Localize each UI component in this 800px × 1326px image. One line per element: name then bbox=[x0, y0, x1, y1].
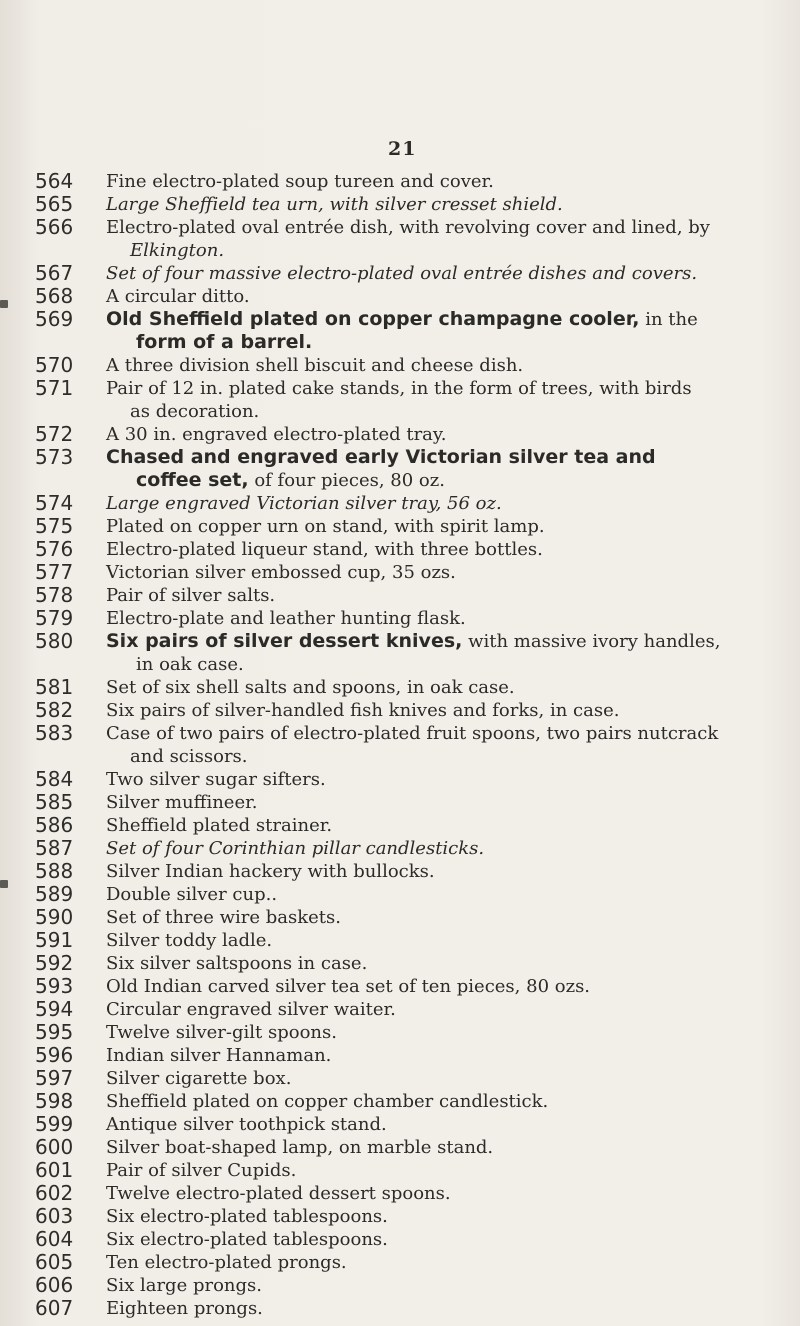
lot-entry bbox=[0, 906, 800, 929]
lot-number: 588 bbox=[35, 859, 74, 883]
lot-description-line: Silver boat-shaped lamp, on marble stand. bbox=[106, 1137, 494, 1158]
lot-entry bbox=[0, 492, 800, 515]
lot-description bbox=[106, 791, 790, 814]
lot-description-line: Set of three wire baskets. bbox=[106, 907, 342, 928]
lot-description-line: Double silver cup.. bbox=[106, 884, 278, 905]
lot-description bbox=[106, 377, 790, 423]
lot-description-continuation bbox=[106, 469, 790, 492]
lot-description-rest: of four pieces, 80 oz. bbox=[248, 470, 445, 491]
lot-description bbox=[106, 1090, 790, 1113]
lot-description-continuation bbox=[106, 239, 790, 262]
lot-description-line: and scissors. bbox=[130, 746, 248, 767]
lot-number: 594 bbox=[35, 997, 74, 1021]
lot-entry bbox=[0, 814, 800, 837]
lot-number: 585 bbox=[35, 790, 74, 814]
lot-number: 606 bbox=[35, 1273, 74, 1297]
lot-entry bbox=[0, 1297, 800, 1320]
lot-number: 574 bbox=[35, 491, 74, 515]
lot-description-continuation bbox=[106, 331, 790, 354]
lot-description bbox=[106, 193, 790, 216]
lot-number: 604 bbox=[35, 1227, 74, 1251]
lot-description bbox=[106, 906, 790, 929]
lot-entry bbox=[0, 1228, 800, 1251]
lot-description-line: Two silver sugar sifters. bbox=[106, 769, 326, 790]
lot-number: 595 bbox=[35, 1020, 74, 1044]
lot-number: 607 bbox=[35, 1296, 74, 1320]
lot-description-line: Electro-plated oval entrée dish, with revolving cover and lined, by bbox=[106, 217, 710, 238]
lot-entry bbox=[0, 308, 800, 354]
lot-description bbox=[106, 998, 790, 1021]
lot-entry bbox=[0, 975, 800, 998]
lot-description-line: Victorian silver embossed cup, 35 ozs. bbox=[106, 562, 456, 583]
lot-number: 603 bbox=[35, 1204, 74, 1228]
lot-description bbox=[106, 492, 790, 515]
lot-entry bbox=[0, 446, 800, 492]
lot-description bbox=[106, 515, 790, 538]
lot-description-line: Silver toddy ladle. bbox=[106, 930, 273, 951]
lot-number: 605 bbox=[35, 1250, 74, 1274]
lot-entry bbox=[0, 1182, 800, 1205]
lot-description bbox=[106, 975, 790, 998]
lot-entry bbox=[0, 377, 800, 423]
lot-entry bbox=[0, 837, 800, 860]
lot-number: 570 bbox=[35, 353, 74, 377]
lot-number: 602 bbox=[35, 1181, 74, 1205]
lot-number: 578 bbox=[35, 583, 74, 607]
lot-entry bbox=[0, 1021, 800, 1044]
lot-description-line: Six large prongs. bbox=[106, 1275, 262, 1296]
lot-description-line: Plated on copper urn on stand, with spirit lamp. bbox=[106, 516, 545, 537]
lot-entry bbox=[0, 193, 800, 216]
lot-description-line: Antique silver toothpick stand. bbox=[106, 1114, 387, 1135]
lot-description bbox=[106, 630, 790, 676]
lot-description-line: Twelve electro-plated dessert spoons. bbox=[106, 1183, 451, 1204]
lot-description bbox=[106, 285, 790, 308]
lot-description-line: Pair of silver salts. bbox=[106, 585, 276, 606]
lot-description bbox=[106, 1182, 790, 1205]
lot-description-line: Circular engraved silver waiter. bbox=[106, 999, 396, 1020]
lot-description-line: in oak case. bbox=[136, 654, 244, 675]
lot-description bbox=[106, 1044, 790, 1067]
lot-description-continuation bbox=[106, 400, 790, 423]
lot-description-line: Case of two pairs of electro-plated fruit spoons, two pairs nutcrack bbox=[106, 723, 719, 744]
lot-entry bbox=[0, 1044, 800, 1067]
lot-number: 579 bbox=[35, 606, 74, 630]
lot-number: 597 bbox=[35, 1066, 74, 1090]
lot-description-line: A circular ditto. bbox=[106, 286, 250, 307]
lot-number: 565 bbox=[35, 192, 74, 216]
lot-entry bbox=[0, 1159, 800, 1182]
lot-description-line: A three division shell biscuit and cheese dish. bbox=[106, 355, 524, 376]
lot-entry bbox=[0, 561, 800, 584]
lot-description bbox=[106, 1297, 790, 1320]
lot-description bbox=[106, 216, 790, 262]
lot-number: 575 bbox=[35, 514, 74, 538]
lot-entry bbox=[0, 515, 800, 538]
lot-entry bbox=[0, 998, 800, 1021]
lot-number: 567 bbox=[35, 261, 74, 285]
lot-description bbox=[106, 952, 790, 975]
lot-number: 573 bbox=[35, 445, 74, 469]
lot-description bbox=[106, 308, 790, 354]
lot-description bbox=[106, 561, 790, 584]
lot-entry bbox=[0, 952, 800, 975]
lot-number: 593 bbox=[35, 974, 74, 998]
lot-entry bbox=[0, 1274, 800, 1297]
lot-description-line: Twelve silver-gilt spoons. bbox=[106, 1022, 337, 1043]
lot-description-line: Six pairs of silver-handled fish knives and forks, in case. bbox=[106, 700, 620, 721]
lot-description-line: Six pairs of silver dessert knives, bbox=[106, 630, 463, 652]
lot-description-line: Old Indian carved silver tea set of ten pieces, 80 ozs. bbox=[106, 976, 591, 997]
lot-description-line: form of a barrel. bbox=[136, 331, 313, 353]
lot-description bbox=[106, 1021, 790, 1044]
lot-number: 599 bbox=[35, 1112, 74, 1136]
lot-entry bbox=[0, 722, 800, 768]
lot-entry bbox=[0, 262, 800, 285]
lot-description-line: Large Sheffield tea urn, with silver cresset shield. bbox=[106, 194, 563, 215]
lot-description bbox=[106, 929, 790, 952]
lot-description-rest: with massive ivory handles, bbox=[462, 631, 721, 652]
lot-description bbox=[106, 722, 790, 768]
lot-description-line: Electro-plated liqueur stand, with three bottles. bbox=[106, 539, 543, 560]
lot-entry bbox=[0, 883, 800, 906]
lot-entry bbox=[0, 216, 800, 262]
lot-description-line: Set of four massive electro-plated oval entrée dishes and covers. bbox=[106, 263, 698, 284]
lot-number: 592 bbox=[35, 951, 74, 975]
lot-description bbox=[106, 1067, 790, 1090]
lot-description bbox=[106, 170, 790, 193]
lot-description-line: coffee set, bbox=[136, 469, 249, 491]
lot-description bbox=[106, 262, 790, 285]
lot-entry bbox=[0, 1136, 800, 1159]
lot-description bbox=[106, 1228, 790, 1251]
lot-number: 596 bbox=[35, 1043, 74, 1067]
lot-number: 577 bbox=[35, 560, 74, 584]
lot-description-line: Silver muffineer. bbox=[106, 792, 258, 813]
lot-description-line: Six silver saltspoons in case. bbox=[106, 953, 368, 974]
lot-description-line: as decoration. bbox=[130, 401, 260, 422]
lot-number: 598 bbox=[35, 1089, 74, 1113]
lot-description-line: Pair of silver Cupids. bbox=[106, 1160, 297, 1181]
lot-description-line: Silver cigarette box. bbox=[106, 1068, 292, 1089]
lot-description bbox=[106, 538, 790, 561]
lot-number: 572 bbox=[35, 422, 74, 446]
lot-description-line: Elkington. bbox=[130, 240, 225, 261]
lot-description bbox=[106, 1159, 790, 1182]
lot-entry bbox=[0, 584, 800, 607]
lot-entry bbox=[0, 768, 800, 791]
lot-description bbox=[106, 607, 790, 630]
lot-entry bbox=[0, 1251, 800, 1274]
lot-description-line: Old Sheffield plated on copper champagne cooler, bbox=[106, 308, 640, 330]
lot-entry bbox=[0, 285, 800, 308]
lot-entry bbox=[0, 1090, 800, 1113]
lot-description bbox=[106, 423, 790, 446]
lot-entry bbox=[0, 791, 800, 814]
lot-description-line: Silver Indian hackery with bullocks. bbox=[106, 861, 435, 882]
lot-entry bbox=[0, 1205, 800, 1228]
lot-description-line: Eighteen prongs. bbox=[106, 1298, 263, 1319]
lot-description bbox=[106, 1251, 790, 1274]
lot-description bbox=[106, 584, 790, 607]
lot-description-continuation bbox=[106, 653, 790, 676]
lot-number: 600 bbox=[35, 1135, 74, 1159]
lot-number: 566 bbox=[35, 215, 74, 239]
lot-description bbox=[106, 699, 790, 722]
lot-number: 582 bbox=[35, 698, 74, 722]
lot-description-continuation bbox=[106, 745, 790, 768]
lot-description-line: Indian silver Hannaman. bbox=[106, 1045, 332, 1066]
lot-number: 587 bbox=[35, 836, 74, 860]
lot-number: 581 bbox=[35, 675, 74, 699]
lot-description-line: Sheffield plated strainer. bbox=[106, 815, 333, 836]
lot-description-line: Pair of 12 in. plated cake stands, in the form of trees, with birds bbox=[106, 378, 692, 399]
lot-entry bbox=[0, 170, 800, 193]
page-number: 21 bbox=[388, 138, 417, 160]
lot-number: 601 bbox=[35, 1158, 74, 1182]
lot-entry bbox=[0, 860, 800, 883]
lot-description bbox=[106, 860, 790, 883]
lot-number: 571 bbox=[35, 376, 74, 400]
lot-description bbox=[106, 1136, 790, 1159]
lot-number: 583 bbox=[35, 721, 74, 745]
lot-number: 576 bbox=[35, 537, 74, 561]
lot-entry bbox=[0, 929, 800, 952]
lot-description bbox=[106, 1113, 790, 1136]
lot-entry bbox=[0, 1067, 800, 1090]
lot-description bbox=[106, 1205, 790, 1228]
lot-description bbox=[106, 883, 790, 906]
lot-number: 568 bbox=[35, 284, 74, 308]
lot-number: 569 bbox=[35, 307, 74, 331]
lot-description-line: Large engraved Victorian silver tray, 56 oz. bbox=[106, 493, 502, 514]
lot-description bbox=[106, 446, 790, 492]
lot-description bbox=[106, 676, 790, 699]
lot-description-rest: in the bbox=[639, 309, 698, 330]
lot-description-line: Ten electro-plated prongs. bbox=[106, 1252, 347, 1273]
lot-entry bbox=[0, 676, 800, 699]
lot-description bbox=[106, 354, 790, 377]
lot-description-line: Chased and engraved early Victorian silver tea and bbox=[106, 446, 656, 468]
lot-entry bbox=[0, 538, 800, 561]
lot-description bbox=[106, 837, 790, 860]
lot-entry bbox=[0, 607, 800, 630]
lot-number: 590 bbox=[35, 905, 74, 929]
lot-number: 564 bbox=[35, 169, 74, 193]
lot-entry bbox=[0, 354, 800, 377]
lot-entry bbox=[0, 630, 800, 676]
lot-list bbox=[0, 170, 800, 1320]
lot-description-line: Set of six shell salts and spoons, in oak case. bbox=[106, 677, 515, 698]
lot-description bbox=[106, 768, 790, 791]
lot-description-line: Sheffield plated on copper chamber candlestick. bbox=[106, 1091, 549, 1112]
lot-number: 580 bbox=[35, 629, 74, 653]
lot-description-line: Fine electro-plated soup tureen and cover. bbox=[106, 171, 494, 192]
lot-description-line: A 30 in. engraved electro-plated tray. bbox=[106, 424, 447, 445]
lot-description bbox=[106, 814, 790, 837]
lot-number: 584 bbox=[35, 767, 74, 791]
lot-number: 589 bbox=[35, 882, 74, 906]
lot-description-line: Six electro-plated tablespoons. bbox=[106, 1229, 388, 1250]
lot-description bbox=[106, 1274, 790, 1297]
lot-number: 591 bbox=[35, 928, 74, 952]
lot-number: 586 bbox=[35, 813, 74, 837]
lot-description-line: Electro-plate and leather hunting flask. bbox=[106, 608, 466, 629]
lot-description-line: Set of four Corinthian pillar candlesticks. bbox=[106, 838, 485, 859]
lot-entry bbox=[0, 1113, 800, 1136]
lot-description-line: Six electro-plated tablespoons. bbox=[106, 1206, 388, 1227]
lot-entry bbox=[0, 423, 800, 446]
lot-entry bbox=[0, 699, 800, 722]
